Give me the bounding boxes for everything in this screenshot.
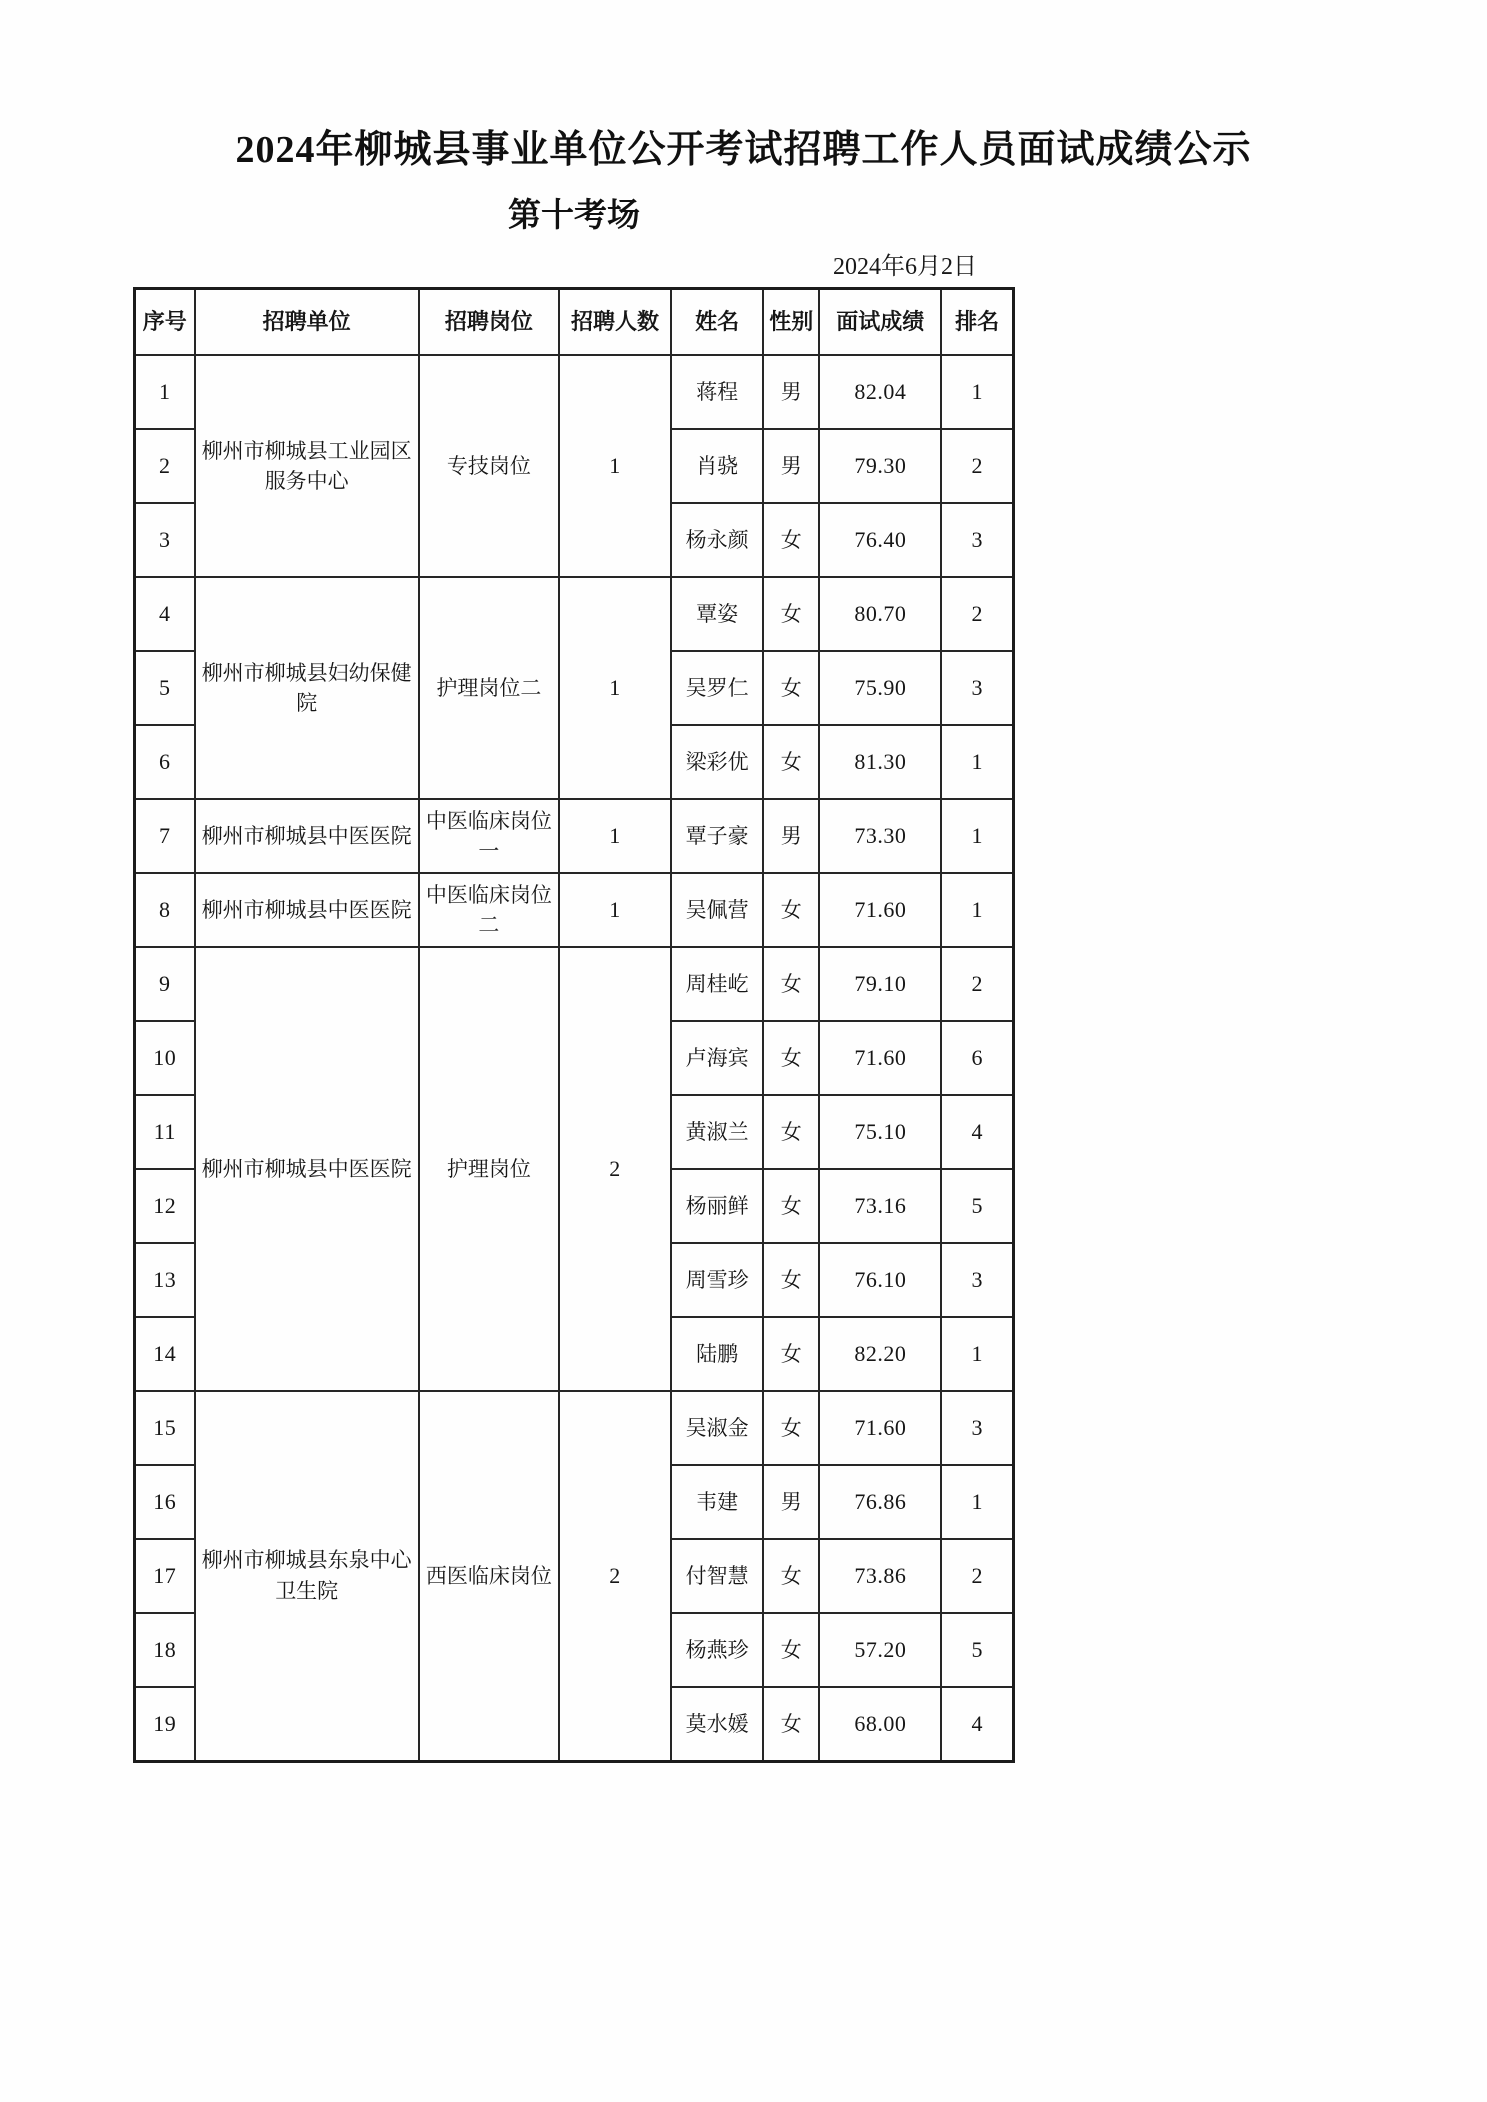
cell-name: 肖骁 <box>671 429 763 503</box>
cell-no: 2 <box>135 429 195 503</box>
cell-rank: 1 <box>941 873 1013 947</box>
cell-no: 10 <box>135 1021 195 1095</box>
cell-name: 梁彩优 <box>671 725 763 799</box>
cell-rank: 5 <box>941 1169 1013 1243</box>
header-position: 招聘岗位 <box>419 289 559 356</box>
cell-no: 7 <box>135 799 195 873</box>
cell-headcount: 1 <box>559 799 671 873</box>
table-header-row <box>135 289 1014 356</box>
cell-no: 13 <box>135 1243 195 1317</box>
header-unit: 招聘单位 <box>195 289 419 356</box>
header-headcount: 招聘人数 <box>559 289 671 356</box>
cell-score: 57.20 <box>819 1613 941 1687</box>
cell-score: 71.60 <box>819 873 941 947</box>
cell-name: 覃姿 <box>671 577 763 651</box>
cell-gender: 女 <box>763 577 819 651</box>
cell-rank: 1 <box>941 1465 1013 1539</box>
table-row <box>135 577 1014 651</box>
header-name: 姓名 <box>671 289 763 356</box>
header-gender: 性别 <box>763 289 819 356</box>
cell-name: 付智慧 <box>671 1539 763 1613</box>
cell-gender: 女 <box>763 1095 819 1169</box>
cell-score: 73.86 <box>819 1539 941 1613</box>
cell-name: 覃子豪 <box>671 799 763 873</box>
cell-rank: 6 <box>941 1021 1013 1095</box>
cell-headcount: 2 <box>559 1391 671 1761</box>
cell-name: 杨永颜 <box>671 503 763 577</box>
cell-name: 周雪珍 <box>671 1243 763 1317</box>
table-row <box>135 1391 1014 1465</box>
cell-no: 8 <box>135 873 195 947</box>
cell-position: 专技岗位 <box>419 355 559 577</box>
cell-position: 中医临床岗位二 <box>419 873 559 947</box>
cell-score: 73.30 <box>819 799 941 873</box>
cell-name: 周桂屹 <box>671 947 763 1021</box>
cell-no: 14 <box>135 1317 195 1391</box>
cell-score: 82.04 <box>819 355 941 429</box>
cell-gender: 女 <box>763 725 819 799</box>
cell-rank: 2 <box>941 429 1013 503</box>
cell-score: 76.40 <box>819 503 941 577</box>
cell-no: 17 <box>135 1539 195 1613</box>
cell-no: 12 <box>135 1169 195 1243</box>
cell-unit: 柳州市柳城县东泉中心卫生院 <box>195 1391 419 1761</box>
table-row <box>135 799 1014 873</box>
cell-score: 75.90 <box>819 651 941 725</box>
cell-headcount: 1 <box>559 873 671 947</box>
cell-no: 5 <box>135 651 195 725</box>
cell-score: 73.16 <box>819 1169 941 1243</box>
cell-no: 18 <box>135 1613 195 1687</box>
cell-name: 吴佩营 <box>671 873 763 947</box>
cell-position: 西医临床岗位 <box>419 1391 559 1761</box>
cell-rank: 1 <box>941 799 1013 873</box>
cell-gender: 女 <box>763 1613 819 1687</box>
cell-rank: 4 <box>941 1095 1013 1169</box>
cell-gender: 女 <box>763 1391 819 1465</box>
cell-score: 79.10 <box>819 947 941 1021</box>
cell-rank: 3 <box>941 651 1013 725</box>
table-row <box>135 873 1014 947</box>
cell-gender: 男 <box>763 429 819 503</box>
cell-gender: 女 <box>763 503 819 577</box>
table-row <box>135 947 1014 1021</box>
cell-unit: 柳州市柳城县妇幼保健院 <box>195 577 419 799</box>
interview-score-table <box>133 287 1015 1763</box>
cell-gender: 女 <box>763 1243 819 1317</box>
cell-position: 中医临床岗位一 <box>419 799 559 873</box>
cell-score: 68.00 <box>819 1687 941 1761</box>
cell-rank: 1 <box>941 355 1013 429</box>
cell-score: 79.30 <box>819 429 941 503</box>
cell-rank: 2 <box>941 947 1013 1021</box>
cell-unit: 柳州市柳城县中医医院 <box>195 947 419 1391</box>
cell-score: 76.86 <box>819 1465 941 1539</box>
cell-no: 1 <box>135 355 195 429</box>
cell-no: 16 <box>135 1465 195 1539</box>
header-rank: 排名 <box>941 289 1013 356</box>
cell-score: 75.10 <box>819 1095 941 1169</box>
cell-rank: 5 <box>941 1613 1013 1687</box>
cell-name: 陆鹏 <box>671 1317 763 1391</box>
cell-rank: 4 <box>941 1687 1013 1761</box>
cell-unit: 柳州市柳城县中医医院 <box>195 799 419 873</box>
cell-gender: 女 <box>763 1539 819 1613</box>
cell-name: 吴罗仁 <box>671 651 763 725</box>
cell-no: 9 <box>135 947 195 1021</box>
cell-rank: 3 <box>941 1243 1013 1317</box>
header-no: 序号 <box>135 289 195 356</box>
cell-name: 吴淑金 <box>671 1391 763 1465</box>
cell-score: 82.20 <box>819 1317 941 1391</box>
cell-rank: 2 <box>941 1539 1013 1613</box>
cell-unit: 柳州市柳城县中医医院 <box>195 873 419 947</box>
cell-gender: 女 <box>763 1021 819 1095</box>
cell-name: 韦建 <box>671 1465 763 1539</box>
cell-score: 81.30 <box>819 725 941 799</box>
cell-unit: 柳州市柳城县工业园区服务中心 <box>195 355 419 577</box>
cell-headcount: 2 <box>559 947 671 1391</box>
cell-gender: 女 <box>763 1169 819 1243</box>
cell-name: 杨丽鲜 <box>671 1169 763 1243</box>
cell-no: 3 <box>135 503 195 577</box>
page-subtitle: 第十考场 <box>508 198 640 234</box>
page-title: 2024年柳城县事业单位公开考试招聘工作人员面试成绩公示 <box>235 129 1252 171</box>
cell-no: 6 <box>135 725 195 799</box>
cell-no: 11 <box>135 1095 195 1169</box>
header-score: 面试成绩 <box>819 289 941 356</box>
cell-name: 杨燕珍 <box>671 1613 763 1687</box>
cell-rank: 1 <box>941 1317 1013 1391</box>
cell-name: 黄淑兰 <box>671 1095 763 1169</box>
document-content <box>133 189 1015 1763</box>
cell-headcount: 1 <box>559 577 671 799</box>
cell-name: 卢海宾 <box>671 1021 763 1095</box>
cell-no: 19 <box>135 1687 195 1761</box>
cell-headcount: 1 <box>559 355 671 577</box>
cell-gender: 女 <box>763 1317 819 1391</box>
table-row <box>135 355 1014 429</box>
cell-gender: 男 <box>763 1465 819 1539</box>
cell-no: 4 <box>135 577 195 651</box>
cell-gender: 男 <box>763 355 819 429</box>
cell-gender: 女 <box>763 947 819 1021</box>
cell-name: 莫水媛 <box>671 1687 763 1761</box>
cell-score: 80.70 <box>819 577 941 651</box>
cell-rank: 3 <box>941 503 1013 577</box>
cell-rank: 3 <box>941 1391 1013 1465</box>
cell-score: 76.10 <box>819 1243 941 1317</box>
cell-name: 蒋程 <box>671 355 763 429</box>
cell-score: 71.60 <box>819 1391 941 1465</box>
cell-gender: 女 <box>763 1687 819 1761</box>
cell-rank: 1 <box>941 725 1013 799</box>
cell-position: 护理岗位二 <box>419 577 559 799</box>
cell-gender: 女 <box>763 873 819 947</box>
cell-score: 71.60 <box>819 1021 941 1095</box>
cell-position: 护理岗位 <box>419 947 559 1391</box>
cell-no: 15 <box>135 1391 195 1465</box>
cell-gender: 男 <box>763 799 819 873</box>
cell-rank: 2 <box>941 577 1013 651</box>
date-label: 2024年6月2日 <box>833 254 977 280</box>
cell-gender: 女 <box>763 651 819 725</box>
